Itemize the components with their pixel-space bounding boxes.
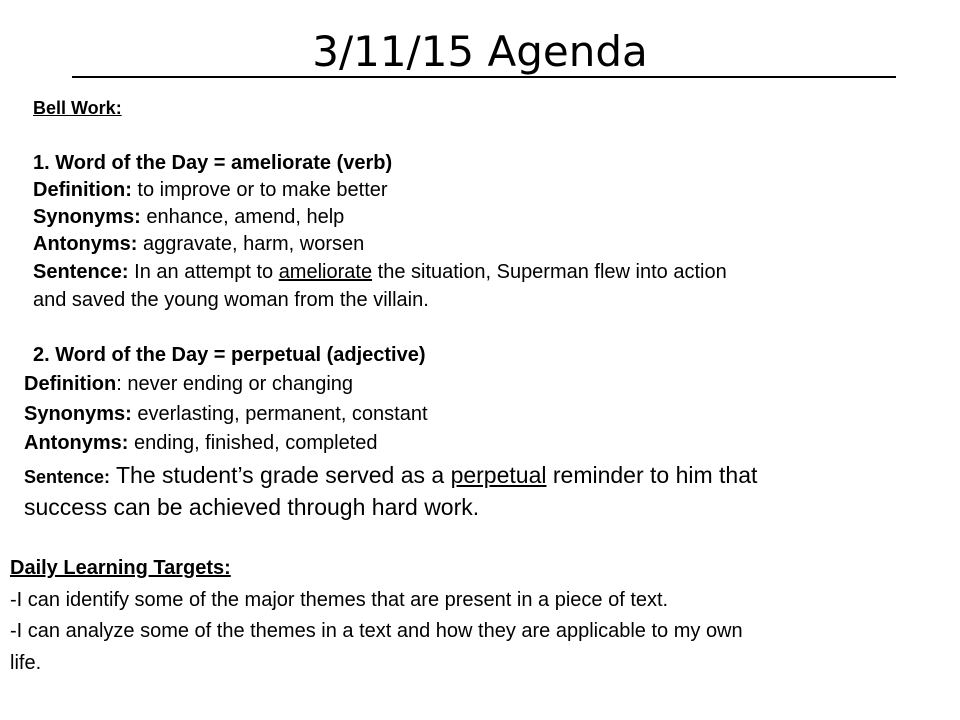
learning-target-item: -I can analyze some of the themes in a text and how they are applicable to my own xyxy=(10,620,743,642)
word2-sentence-before: The student’s grade served as a xyxy=(110,462,451,488)
learning-target-item: -I can identify some of the major themes that are present in a piece of text. xyxy=(10,589,669,611)
word1-synonyms-text: enhance, amend, help xyxy=(140,206,345,228)
word2-antonyms-text: ending, finished, completed xyxy=(128,432,378,454)
word1-antonyms-text: aggravate, harm, worsen xyxy=(137,233,365,255)
learning-target-item: life. xyxy=(10,652,42,674)
word2-synonyms-label: Synonyms: xyxy=(24,403,132,425)
word1-sentence-word: ameliorate xyxy=(278,261,373,283)
word2-definition xyxy=(24,371,353,397)
title-underline xyxy=(72,76,896,78)
word1-sentence xyxy=(33,259,727,285)
word2-antonyms-label: Antonyms: xyxy=(24,432,129,454)
word1-antonyms-label: Antonyms: xyxy=(33,233,138,255)
word2-synonyms xyxy=(24,401,428,427)
word2-definition-label: Definition xyxy=(24,373,117,395)
word1-antonyms xyxy=(33,231,364,257)
word2-sentence-after: reminder to him that xyxy=(546,462,758,488)
word1-sentence-line2: and saved the young woman from the villain. xyxy=(33,289,429,311)
word2-sentence-line2: success can be achieved through hard work. xyxy=(24,494,480,520)
word2-sentence-word: perpetual xyxy=(450,462,547,488)
learning-targets-heading-text: Daily Learning Targets: xyxy=(10,557,231,579)
slide-title: 3/11/15 Agenda xyxy=(312,27,648,76)
word2-synonyms-text: everlasting, permanent, constant xyxy=(131,403,428,425)
learning-targets-heading xyxy=(10,555,231,581)
word1-synonyms-label: Synonyms: xyxy=(33,206,141,228)
word1-definition-label: Definition: xyxy=(33,179,132,201)
bell-work-heading xyxy=(33,95,122,121)
word1-sentence-before: In an attempt to xyxy=(128,261,279,283)
word2-antonyms xyxy=(24,430,378,456)
word1-sentence-after: the situation, Superman flew into action xyxy=(372,261,727,283)
word1-definition xyxy=(33,177,388,203)
word1-sentence-label: Sentence: xyxy=(33,261,129,283)
word2-sentence xyxy=(24,460,757,492)
word1-synonyms xyxy=(33,204,344,230)
word2-definition-text: : never ending or changing xyxy=(116,373,354,395)
word1-header: 1. Word of the Day = ameliorate (verb) xyxy=(33,152,393,174)
word1-definition-text: to improve or to make better xyxy=(131,179,388,201)
bell-work-heading-text: Bell Work: xyxy=(33,98,122,118)
word2-sentence-label: Sentence: xyxy=(24,467,111,487)
word2-header: 2. Word of the Day = perpetual (adjective) xyxy=(33,344,426,366)
